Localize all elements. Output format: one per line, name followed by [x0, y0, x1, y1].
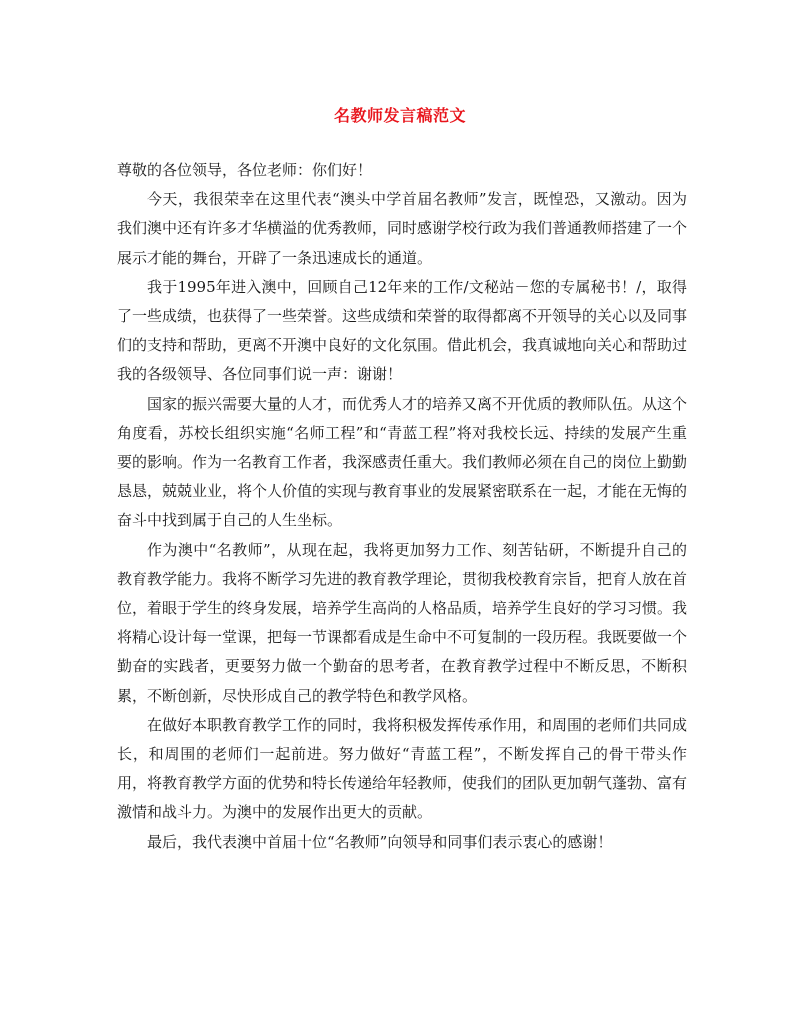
document-title: 名教师发言稿范文 — [333, 106, 466, 125]
paragraph-6: 最后，我代表澳中首届十位“名教师”向领导和同事们表示衷心的感谢！ — [147, 832, 613, 851]
paragraph-5: 在做好本职教育教学工作的同时，我将积极发挥传承作用，和周围的老师们共同成长，和周围的老师们一起前进。努力做好“青蓝工程”，不断发挥自己的骨干带头作用，将教育教学方面的优势和特长传递给年轻教师，使我们的团队更加朝气蓬勃、富有激情和战斗力。为澳中的发展作出更大的贡献。 — [117, 715, 688, 822]
paragraph-2: 我于1995年进入澳中，回顾自己12年来的工作/文秘站－您的专属秘书！/，取得了一些成绩，也获得了一些荣誉。这些成绩和荣誉的取得都离不开领导的关心以及同事们的支持和帮助，更离不开澳中良好的文化氛围。借此机会，我真诚地向关心和帮助过我的各级领导、各位同事们说一声：谢谢！ — [117, 277, 688, 384]
paragraph-3: 国家的振兴需要大量的人才，而优秀人才的培养又离不开优质的教师队伍。从这个角度看，苏校长组织实施“名师工程”和“青蓝工程”将对我校长远、持续的发展产生重要的影响。作为一名教育工作者，我深感责任重大。我们教师必须在自己的岗位上勤勤恳恳，兢兢业业，将个人价值的实现与教育事业的发展紧密联系在一起，才能在无悔的奋斗中找到属于自己的人生坐标。 — [117, 394, 688, 530]
salutation: 尊敬的各位领导，各位老师：你们好！ — [117, 161, 373, 179]
paragraph-1: 今天，我很荣幸在这里代表“澳头中学首届名教师”发言，既惶恐，又激动。因为我们澳中还有许多才华横溢的优秀教师，同时感谢学校行政为我们普通教师搭建了一个展示才能的舞台，开辟了一条迅速成长的通道。 — [117, 190, 688, 267]
document-body — [117, 156, 687, 857]
paragraph-4: 作为澳中“名教师”，从现在起，我将更加努力工作、刻苦钻研，不断提升自己的教育教学能力。我将不断学习先进的教育教学理论，贯彻我校教育宗旨，把育人放在首位，着眼于学生的终身发展，培养学生高尚的人格品质，培养学生良好的学习习惯。我将精心设计每一堂课，把每一节课都看成是生命中不可复制的一段历程。我既要做一个勤奋的实践者，更要努力做一个勤奋的思考者，在教育教学过程中不断反思，不断积累，不断创新，尽快形成自己的教学特色和教学风格。 — [117, 540, 688, 705]
